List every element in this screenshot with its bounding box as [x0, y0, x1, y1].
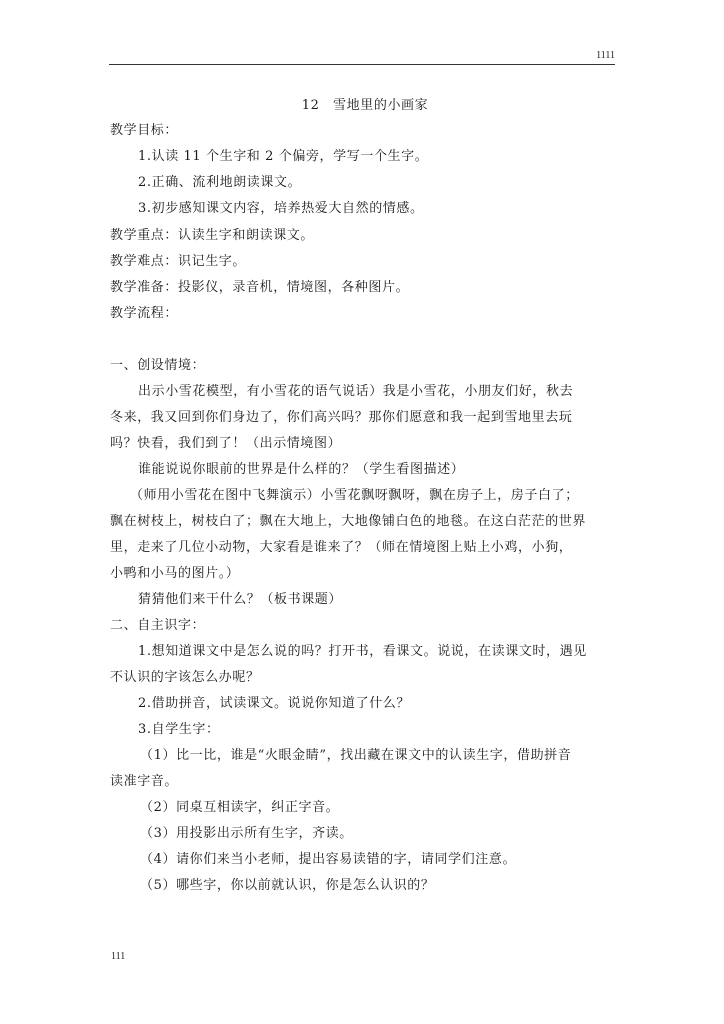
- difficulty: 教学难点：识记生字。: [110, 254, 247, 269]
- section2-heading: 二、自主识字：: [110, 618, 206, 633]
- preparation: 教学准备：投影仪，录音机，情境图，各种图片。: [110, 280, 410, 295]
- paragraph-line: （3）用投影出示所有生字，齐读。: [140, 826, 353, 841]
- section1-heading: 一、创设情境：: [110, 358, 206, 373]
- paragraph-line: （1）比一比，谁是“火眼金睛”，找出藏在课文中的认读生字，借助拼音: [140, 748, 572, 763]
- paragraph-line: 2.借助拼音，试读课文。说说你知道了什么？: [138, 696, 411, 711]
- header-rule: [109, 64, 615, 65]
- paragraph-line: 飘在树枝上，树枝白了；飘在大地上，大地像铺白色的地毯。在这白茫茫的世界: [110, 514, 587, 529]
- lesson-title: 12 雪地里的小画家: [301, 98, 429, 113]
- paragraph-line: 3.自学生字：: [138, 722, 220, 737]
- header-page-number: 1111: [596, 50, 615, 61]
- key-point: 教学重点：认读生字和朗读课文。: [110, 228, 315, 243]
- paragraph-line: 出示小雪花模型，有小雪花的语气说话）我是小雪花，小朋友们好，秋去: [138, 384, 574, 399]
- process-heading: 教学流程：: [110, 306, 179, 321]
- paragraph-line: （4）请你们来当小老师，提出容易读错的字，请同学们注意。: [140, 852, 517, 867]
- paragraph-line: 读准字音。: [110, 774, 179, 789]
- paragraph-line: 吗？快看，我们到了！（出示情境图）: [110, 436, 342, 451]
- paragraph-line: （5）哪些字，你以前就认识，你是怎么认识的？: [140, 878, 435, 893]
- goal-item: 1.认读 11 个生字和 2 个偏旁，学写一个生字。: [138, 149, 429, 164]
- paragraph-line: 猜猜他们来干什么？（板书课题）: [138, 592, 343, 607]
- paragraph-line: 冬来，我又回到你们身边了，你们高兴吗？那你们愿意和我一起到雪地里去玩: [110, 410, 573, 425]
- goal-item: 2.正确、流利地朗读课文。: [138, 175, 302, 190]
- goal-item: 3.初步感知课文内容，培养热爱大自然的情感。: [138, 201, 424, 216]
- paragraph-line: 里，走来了几位小动物，大家看是谁来了？（师在情境图上贴上小鸡，小狗，: [110, 540, 573, 555]
- goals-heading: 教学目标：: [110, 123, 179, 138]
- paragraph-line: 1.想知道课文中是怎么说的吗？打开书，看课文。说说，在读课文时，遇见: [138, 644, 587, 659]
- paragraph-line: 小鸭和小马的图片。）: [110, 566, 240, 581]
- paragraph-line: （2）同桌互相读字，纠正字音。: [140, 800, 340, 815]
- footer-page-number: 111: [111, 951, 126, 962]
- paragraph-line: 谁能说说你眼前的世界是什么样的？（学生看图描述）: [138, 462, 465, 477]
- paragraph-line: （师用小雪花在图中飞舞演示）小雪花飘呀飘呀，飘在房子上，房子白了；: [130, 488, 579, 503]
- paragraph-line: 不认识的字该怎么办呢？: [110, 670, 260, 685]
